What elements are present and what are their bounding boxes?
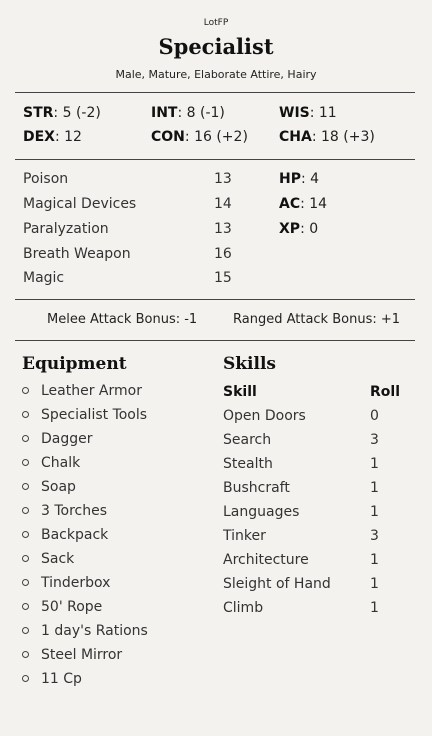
- attribute-label: WIS: [279, 105, 310, 121]
- save-value: 13: [214, 171, 232, 187]
- list-item: [22, 503, 107, 519]
- bullet-icon: [22, 531, 29, 538]
- skill-roll: 1: [370, 552, 379, 568]
- vital-value: : 4: [300, 171, 320, 187]
- equipment-item: Chalk: [41, 455, 81, 471]
- list-item: [22, 479, 76, 495]
- attribute-cha: [279, 129, 375, 145]
- list-item: [22, 647, 122, 663]
- divider: [15, 159, 415, 160]
- vital-label: HP: [279, 171, 301, 187]
- attribute-value: : 18 (+3): [311, 129, 375, 145]
- equipment-item: 1 day's Rations: [41, 623, 148, 639]
- skill-name: Architecture: [223, 552, 309, 568]
- list-item: [22, 671, 82, 687]
- skill-name: Languages: [223, 504, 300, 520]
- bullet-icon: [22, 675, 29, 682]
- equipment-item: 50' Rope: [41, 599, 103, 615]
- attribute-label: INT: [151, 105, 178, 121]
- skill-roll: 1: [370, 456, 379, 472]
- bullet-icon: [22, 651, 29, 658]
- attribute-label: CON: [151, 129, 185, 145]
- skill-roll: 3: [370, 528, 379, 544]
- vital-hp: [279, 171, 319, 187]
- save-name: Magic: [23, 270, 65, 286]
- attribute-label: DEX: [23, 129, 55, 145]
- skill-roll: 0: [370, 408, 379, 424]
- attribute-value: : 8 (-1): [177, 105, 225, 121]
- list-item: [22, 455, 80, 471]
- vital-label: AC: [279, 196, 301, 212]
- skill-roll: 1: [370, 600, 379, 616]
- skill-name: Climb: [223, 600, 264, 616]
- list-item: [22, 527, 108, 543]
- list-item: [22, 623, 148, 639]
- vital-ac: [279, 196, 327, 212]
- skills-column-skill: Skill: [223, 384, 257, 400]
- equipment-item: Backpack: [41, 527, 109, 543]
- attribute-dex: [23, 129, 82, 145]
- skill-name: Open Doors: [223, 408, 306, 424]
- attribute-con: [151, 129, 248, 145]
- ranged-attack-bonus: Ranged Attack Bonus: +1: [233, 312, 401, 327]
- equipment-item: Leather Armor: [41, 383, 142, 399]
- equipment-item: Soap: [41, 479, 76, 495]
- list-item: [22, 431, 93, 447]
- skill-name: Sleight of Hand: [223, 576, 331, 592]
- equipment-item: Sack: [41, 551, 75, 567]
- equipment-item: Tinderbox: [41, 575, 111, 591]
- character-class-title: Specialist: [158, 34, 274, 59]
- character-description: Male, Mature, Elaborate Attire, Hairy: [115, 68, 317, 81]
- bullet-icon: [22, 555, 29, 562]
- bullet-icon: [22, 387, 29, 394]
- bullet-icon: [22, 435, 29, 442]
- attribute-value: : 12: [54, 129, 82, 145]
- attribute-str: [23, 105, 101, 121]
- divider: [15, 340, 415, 341]
- bullet-icon: [22, 411, 29, 418]
- save-name: Paralyzation: [23, 221, 109, 237]
- list-item: [22, 575, 110, 591]
- bullet-icon: [22, 603, 29, 610]
- skill-name: Stealth: [223, 456, 273, 472]
- save-name: Poison: [23, 171, 69, 187]
- skills-heading: Skills: [223, 354, 277, 374]
- skill-name: Bushcraft: [223, 480, 290, 496]
- skill-roll: 1: [370, 480, 379, 496]
- save-name: Breath Weapon: [23, 246, 131, 262]
- bullet-icon: [22, 507, 29, 514]
- vital-value: : 0: [300, 221, 319, 237]
- vital-xp: [279, 221, 318, 237]
- melee-attack-bonus: Melee Attack Bonus: -1: [47, 312, 198, 327]
- divider: [15, 299, 415, 300]
- save-value: 14: [214, 196, 232, 212]
- skill-roll: 3: [370, 432, 379, 448]
- bullet-icon: [22, 627, 29, 634]
- save-name: Magical Devices: [23, 196, 137, 212]
- equipment-item: 3 Torches: [41, 503, 108, 519]
- equipment-item: Specialist Tools: [41, 407, 148, 423]
- bullet-icon: [22, 483, 29, 490]
- save-value: 16: [214, 246, 232, 262]
- attribute-wis: [279, 105, 337, 121]
- bullet-icon: [22, 579, 29, 586]
- equipment-item: 11 Cp: [41, 671, 82, 687]
- attribute-label: CHA: [279, 129, 312, 145]
- attribute-int: [151, 105, 225, 121]
- equipment-heading: Equipment: [22, 354, 127, 374]
- skill-roll: 1: [370, 504, 379, 520]
- equipment-item: Dagger: [41, 431, 93, 447]
- attribute-value: : 16 (+2): [184, 129, 248, 145]
- list-item: [22, 551, 74, 567]
- attribute-label: STR: [23, 105, 54, 121]
- divider: [15, 92, 415, 93]
- equipment-item: Steel Mirror: [41, 647, 123, 663]
- vital-value: : 14: [300, 196, 328, 212]
- skill-name: Search: [223, 432, 272, 448]
- vital-label: XP: [279, 221, 301, 237]
- skill-name: Tinker: [223, 528, 266, 544]
- skills-column-roll: Roll: [370, 384, 400, 400]
- skill-roll: 1: [370, 576, 379, 592]
- attribute-value: : 11: [309, 105, 337, 121]
- game-system-label: LotFP: [203, 18, 229, 28]
- bullet-icon: [22, 459, 29, 466]
- save-value: 13: [214, 221, 232, 237]
- save-value: 15: [214, 270, 232, 286]
- list-item: [22, 383, 142, 399]
- list-item: [22, 407, 147, 423]
- attribute-value: : 5 (-2): [53, 105, 101, 121]
- list-item: [22, 599, 102, 615]
